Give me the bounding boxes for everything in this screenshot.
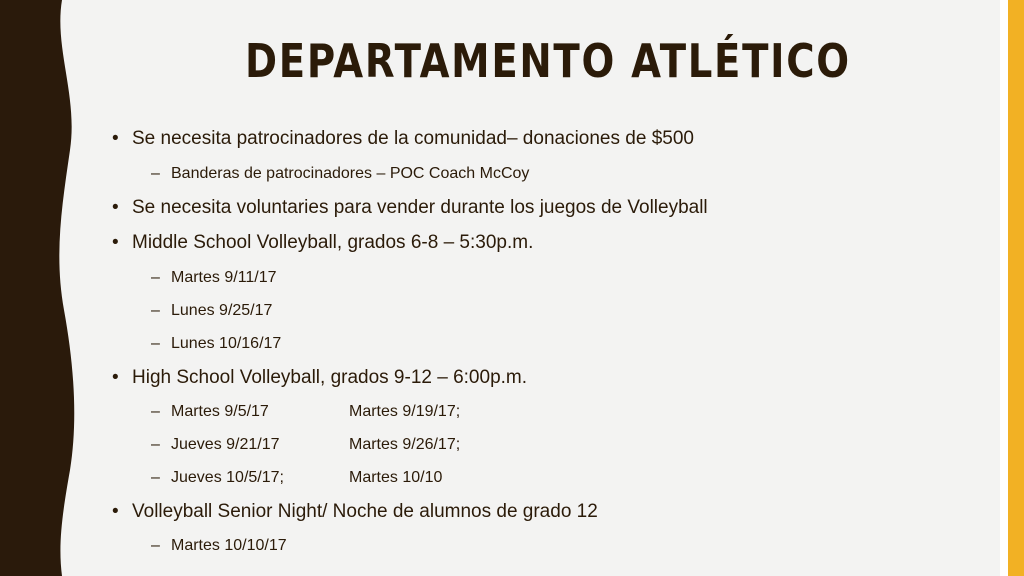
sub-list-item: [151, 436, 461, 454]
list-item: [112, 501, 598, 523]
list-item-text: Jueves 10/5/17;: [171, 469, 284, 486]
bullet: •: [112, 501, 119, 522]
list-item-text: Se necesita patrocinadores de la comunidad– donaciones de $500: [132, 128, 694, 149]
list-item: [112, 367, 527, 389]
bullet: •: [112, 128, 119, 149]
list-item: [112, 128, 694, 150]
list-item-text: High School Volleyball, grados 9-12 – 6:00p.m.: [132, 367, 528, 388]
sub-list-item: [151, 469, 443, 487]
bullet: •: [112, 197, 119, 218]
sub-bullet: –: [151, 269, 160, 286]
list-item-text: Lunes 9/25/17: [171, 302, 273, 319]
list-item-text: Martes 10/10/17: [171, 537, 287, 554]
list-item-text: Martes 9/5/17: [171, 403, 269, 420]
sub-bullet: –: [151, 302, 160, 319]
list-item-text: Se necesita voluntaries para vender durante los juegos de Volleyball: [132, 197, 708, 218]
list-item-text: Lunes 10/16/17: [171, 335, 282, 352]
list-item-second-column: Martes 9/26/17;: [349, 436, 461, 453]
list-item-text: Jueves 9/21/17: [171, 436, 280, 453]
page-title: DEPARTAMENTO ATLÉTICO: [245, 34, 851, 88]
sub-bullet: –: [151, 403, 160, 420]
bullet: •: [112, 232, 119, 253]
sub-list-item: [151, 403, 461, 421]
sub-list-item: [151, 537, 287, 555]
sub-bullet: –: [151, 469, 160, 486]
sub-list-item: [151, 165, 529, 183]
list-item-text: Middle School Volleyball, grados 6-8 – 5:30p.m.: [132, 232, 534, 253]
list-item-text: Banderas de patrocinadores – POC Coach McCoy: [171, 165, 530, 182]
list-item: [112, 197, 708, 219]
list-item-text: Volleyball Senior Night/ Noche de alumnos de grado 12: [132, 501, 598, 522]
list-item-second-column: Martes 9/19/17;: [349, 403, 461, 420]
sub-bullet: –: [151, 436, 160, 453]
list-item-second-column: Martes 10/10: [349, 469, 443, 486]
right-accent-band: [1008, 0, 1024, 576]
sub-bullet: –: [151, 335, 160, 352]
list-item: [112, 232, 533, 254]
sub-list-item: [151, 302, 272, 320]
sub-bullet: –: [151, 165, 160, 182]
bullet: •: [112, 367, 119, 388]
right-white-stripe: [1000, 0, 1008, 576]
sub-list-item: [151, 335, 281, 353]
list-item-text: Martes 9/11/17: [171, 269, 277, 286]
sub-list-item: [151, 269, 277, 287]
sub-bullet: –: [151, 537, 160, 554]
